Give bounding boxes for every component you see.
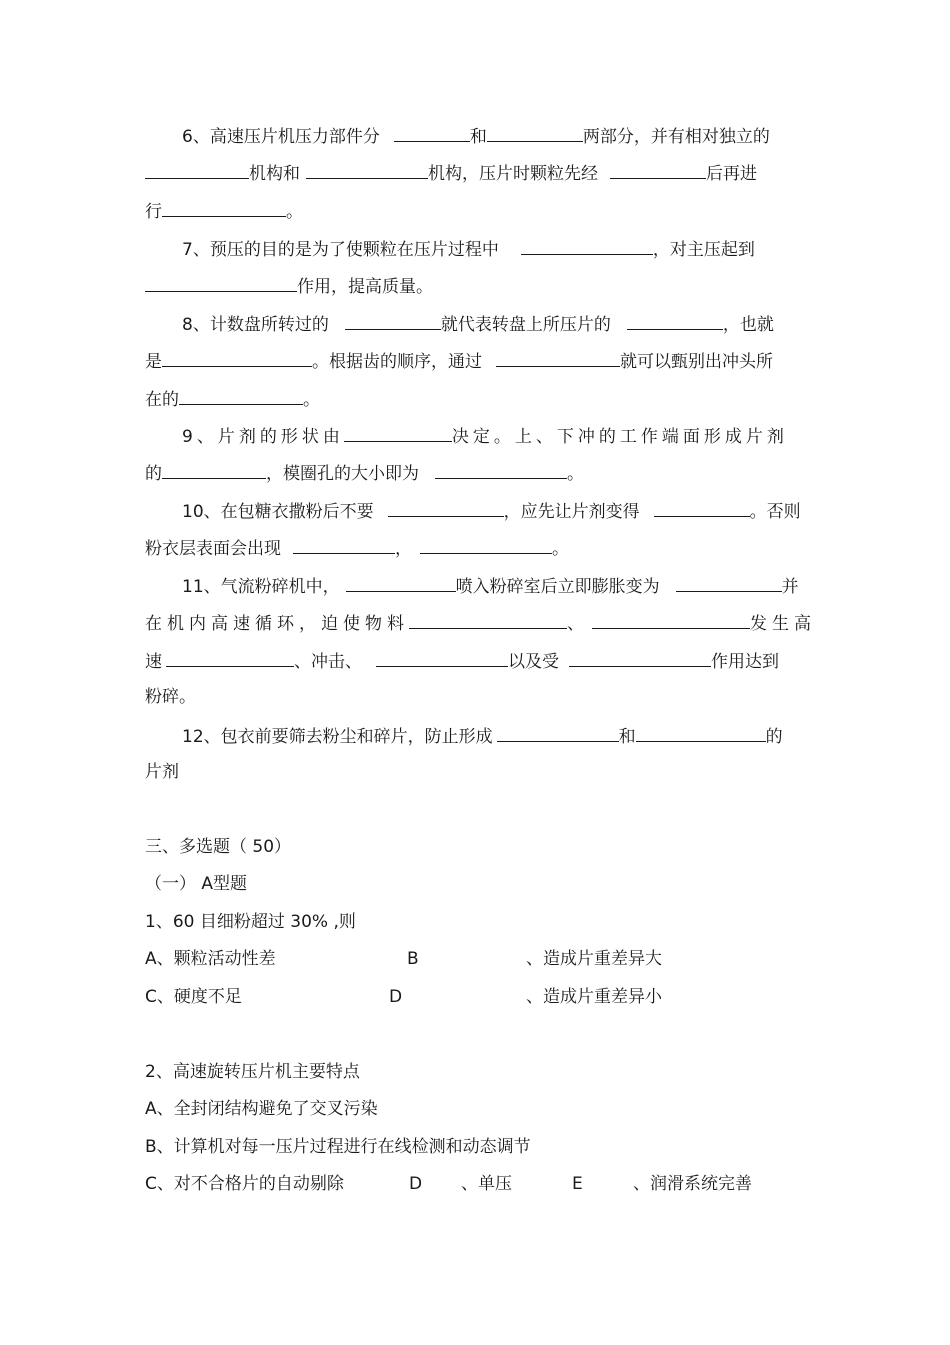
q10-text: 10、在包糖衣撒粉后不要	[182, 502, 374, 522]
q6-text: 机构和	[249, 164, 300, 184]
q11-text: 并	[781, 577, 799, 597]
q8-text: 就代表转盘上所压片的	[440, 315, 611, 335]
fill-blank[interactable]	[676, 572, 782, 592]
q11-text: 、	[567, 614, 584, 634]
q8-text: 是	[145, 352, 162, 372]
q9-line-2	[145, 459, 810, 485]
q11-text: 作用达到	[711, 652, 779, 672]
q6-line-1	[182, 122, 810, 148]
fill-blank[interactable]	[496, 347, 620, 367]
fill-blank[interactable]	[293, 534, 395, 554]
q7-line-1	[182, 235, 810, 261]
q6-text: 和	[469, 127, 487, 147]
q6-text: 两部分，并有相对独立的	[582, 127, 770, 147]
q6-line-2	[145, 159, 810, 185]
fill-blank[interactable]	[179, 385, 303, 405]
q8-text: 在的	[145, 390, 179, 410]
fill-blank[interactable]	[345, 310, 441, 330]
q11-text: 速	[145, 652, 162, 672]
q11-line-3	[145, 647, 810, 673]
mc2-stem-text: 2、高速旋转压片机主要特点	[145, 1062, 360, 1082]
section-title	[145, 834, 810, 860]
fill-blank[interactable]	[435, 459, 567, 479]
q11-text: 发生高	[750, 614, 816, 634]
q8-line-1	[182, 310, 810, 336]
q8-text: 8、计数盘所转过的	[182, 315, 329, 335]
fill-blank[interactable]	[376, 647, 508, 667]
q11-text: 在机内高速循环，迫使物料	[145, 614, 409, 634]
mc2-option-a-row	[145, 1096, 810, 1122]
q11-text: 11、气流粉碎机中，	[182, 577, 340, 597]
mc1-stem-text: 1、60 目细粉超过 30% ,则	[145, 912, 356, 932]
mc2-option-e-letter[interactable]: E	[572, 1174, 583, 1194]
q10-text: ，	[395, 539, 412, 559]
q9-text: 9、片剂的形状由	[182, 427, 344, 447]
fill-blank[interactable]	[162, 347, 312, 367]
q9-line-1	[182, 422, 810, 448]
section-title-text: 三、多选题（ 50）	[145, 837, 292, 857]
mc2-option-b[interactable]: B、计算机对每一压片过程进行在线检测和动态调节	[145, 1137, 531, 1157]
q9-text: 。	[567, 464, 584, 484]
fill-blank[interactable]	[306, 159, 428, 179]
q10-text: 粉衣层表面会出现	[145, 539, 281, 559]
mc2-stem	[145, 1059, 810, 1085]
mc1-stem	[145, 909, 810, 935]
mc1-option-b-text: 、造成片重差异大	[526, 949, 662, 969]
fill-blank[interactable]	[162, 459, 266, 479]
q11-text: 喷入粉碎室后立即膨胀变为	[455, 577, 660, 597]
q9-text: ，模圈孔的大小即为	[266, 464, 419, 484]
q10-text: 。否则	[749, 502, 801, 522]
fill-blank[interactable]	[627, 310, 723, 330]
section-subtitle	[145, 871, 810, 897]
mc2-option-c[interactable]: C、对不合格片的自动剔除	[145, 1174, 344, 1194]
q6-text: 。	[286, 202, 303, 222]
q8-text: ，也就	[722, 315, 774, 335]
mc1-option-d-letter[interactable]: D	[389, 987, 403, 1007]
fill-blank[interactable]	[162, 197, 286, 217]
mc2-option-e-text: 、润滑系统完善	[633, 1174, 752, 1194]
section-subtitle-text: （一） A型题	[145, 874, 248, 894]
fill-blank[interactable]	[166, 647, 294, 667]
q12-line-1	[182, 722, 810, 748]
fill-blank[interactable]	[521, 235, 653, 255]
q11-line-2	[145, 609, 816, 635]
fill-blank[interactable]	[654, 497, 750, 517]
mc1-option-c[interactable]: C、硬度不足	[145, 987, 242, 1007]
q7-line-2	[145, 272, 810, 298]
fill-blank[interactable]	[487, 122, 583, 142]
fill-blank[interactable]	[420, 534, 552, 554]
q11-text: 以及受	[508, 652, 559, 672]
q12-text: 12、包衣前要筛去粉尘和碎片，防止形成	[182, 727, 493, 747]
fill-blank[interactable]	[409, 609, 567, 629]
q10-line-1	[182, 497, 810, 523]
q12-line-2	[145, 759, 810, 785]
q9-text: 的	[145, 464, 162, 484]
q6-line-3	[145, 197, 810, 223]
fill-blank[interactable]	[592, 609, 750, 629]
q6-text: 后再进	[706, 164, 757, 184]
mc2-option-a[interactable]: A、全封闭结构避免了交叉污染	[145, 1099, 378, 1119]
mc1-option-d-text: 、造成片重差异小	[526, 987, 662, 1007]
fill-blank[interactable]	[388, 497, 504, 517]
q12-text: 片剂	[145, 762, 179, 782]
q8-text: 。根据齿的顺序，通过	[312, 352, 482, 372]
q9-text: 决定。上、下冲的工作端面形成片剂	[451, 427, 788, 447]
mc1-option-b-letter[interactable]: B	[407, 949, 419, 969]
q12-text: 和	[618, 727, 636, 747]
fill-blank[interactable]	[346, 572, 456, 592]
q11-line-4	[145, 684, 810, 710]
q7-text: ，对主压起到	[652, 240, 755, 260]
fill-blank[interactable]	[344, 422, 452, 442]
q10-line-2	[145, 534, 810, 560]
mc2-option-d-letter[interactable]: D	[409, 1174, 423, 1194]
mc2-option-d-text: 、单压	[461, 1174, 512, 1194]
q10-text: 。	[552, 539, 569, 559]
q6-text: 机构，压片时颗粒先经	[428, 164, 598, 184]
q7-text: 7、预压的目的是为了使颗粒在压片过程中	[182, 240, 499, 260]
fill-blank[interactable]	[497, 722, 619, 742]
q11-text: 粉碎。	[145, 687, 196, 707]
fill-blank[interactable]	[394, 122, 470, 142]
mc2-option-b-row	[145, 1134, 810, 1160]
fill-blank[interactable]	[145, 272, 297, 292]
mc1-options-row-2	[145, 984, 810, 1010]
q11-line-1	[182, 572, 810, 598]
q8-text: 就可以甄别出冲头所	[620, 352, 773, 372]
q6-text: 行	[145, 202, 162, 222]
q11-text: 、冲击、	[294, 652, 362, 672]
mc2-options-row-3	[145, 1171, 810, 1197]
fill-blank[interactable]	[145, 159, 249, 179]
q10-text: ，应先让片剂变得	[503, 502, 640, 522]
q8-line-3	[145, 385, 810, 411]
mc1-option-a[interactable]: A、颗粒活动性差	[145, 949, 276, 969]
q8-line-2	[145, 347, 810, 373]
q6-text: 6、高速压片机压力部件分	[182, 127, 380, 147]
q12-text: 的	[765, 727, 783, 747]
fill-blank[interactable]	[569, 647, 711, 667]
q7-text: 作用，提高质量。	[297, 277, 433, 297]
fill-blank[interactable]	[636, 722, 766, 742]
q8-text: 。	[303, 390, 320, 410]
mc1-options-row-1	[145, 946, 810, 972]
fill-blank[interactable]	[610, 159, 706, 179]
